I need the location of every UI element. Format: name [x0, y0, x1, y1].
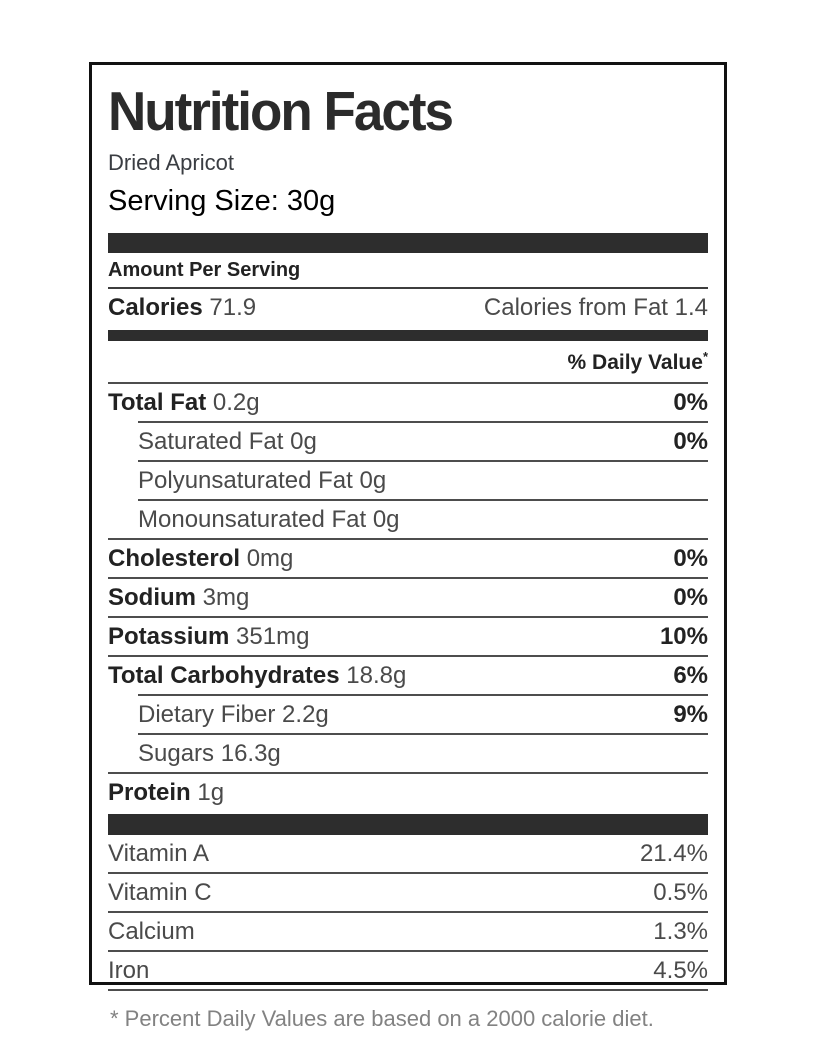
calories-row — [108, 289, 708, 330]
nutrient-name: Dietary Fiber — [138, 701, 276, 729]
nutrient-amount: 2.2g — [282, 701, 329, 729]
nutrient-row-total-fat — [108, 382, 708, 421]
vitamin-row-calcium — [108, 913, 708, 952]
nutrient-row-protein — [108, 772, 708, 811]
nutrient-dv: 9% — [673, 701, 708, 729]
separator-bar-medium — [108, 330, 708, 341]
calories-label: Calories — [108, 294, 203, 322]
daily-value-heading — [108, 341, 708, 382]
calories-left — [108, 294, 256, 322]
nutrient-row-sodium — [108, 577, 708, 616]
nutrient-dv: 0% — [673, 389, 708, 417]
serving-size: Serving Size: 30g — [108, 185, 336, 218]
nutrient-row-saturated-fat — [138, 421, 708, 460]
nutrient-amount: 0g — [372, 506, 400, 534]
daily-value-footnote: * Percent Daily Values are based on a 2000 calorie diet. — [110, 1006, 654, 1032]
nutrient-name: Protein — [108, 779, 191, 807]
daily-value-asterisk: * — [702, 349, 708, 365]
nutrient-row-potassium — [108, 616, 708, 655]
nutrient-row-sugars — [138, 733, 708, 772]
calories-value: 71.9 — [209, 294, 257, 322]
nutrient-name: Polyunsaturated Fat — [138, 467, 353, 495]
nutrient-amount: 18.8g — [346, 662, 407, 690]
vitamin-row-vitamin-a — [108, 835, 708, 874]
nutrient-amount: 3mg — [202, 584, 250, 612]
vitamin-row-iron — [108, 952, 708, 991]
separator-bar-vitamins — [108, 814, 708, 835]
vitamin-dv: 0.5% — [653, 879, 708, 907]
vitamin-name: Vitamin A — [108, 840, 209, 868]
vitamin-dv: 21.4% — [639, 840, 708, 868]
nutrient-row-cholesterol — [108, 538, 708, 577]
vitamin-name: Vitamin C — [108, 879, 212, 907]
nutrient-dv: 0% — [673, 545, 708, 573]
label-title: Nutrition Facts — [108, 81, 452, 143]
vitamin-name: Iron — [108, 957, 150, 985]
nutrient-name: Total Fat — [108, 389, 207, 417]
product-name: Dried Apricot — [108, 150, 234, 176]
nutrient-amount: 0mg — [246, 545, 294, 573]
nutrient-name: Potassium — [108, 623, 230, 651]
nutrient-row-total-carbohydrates — [108, 655, 708, 694]
vitamin-name: Calcium — [108, 918, 195, 946]
nutrient-name: Sugars — [138, 740, 215, 768]
nutrient-dv: 0% — [673, 428, 708, 456]
nutrient-dv: 10% — [659, 623, 708, 651]
nutrient-amount: 0.2g — [212, 389, 260, 417]
calories-from-fat: Calories from Fat 1.4 — [483, 294, 708, 322]
nutrient-amount: 0g — [359, 467, 387, 495]
nutrient-dv: 6% — [673, 662, 708, 690]
nutrition-facts-label — [89, 62, 727, 1032]
nutrient-amount: 0g — [290, 428, 317, 456]
amount-per-serving-heading: Amount Per Serving — [108, 253, 708, 289]
daily-value-heading-text: % Daily Value — [567, 351, 703, 375]
nutrient-row-monounsaturated-fat — [138, 499, 708, 538]
nutrient-name: Total Carbohydrates — [108, 662, 340, 690]
nutrient-amount: 1g — [197, 779, 225, 807]
nutrient-name: Monounsaturated Fat — [138, 506, 367, 534]
nutrient-row-polyunsaturated-fat — [138, 460, 708, 499]
nutrient-amount: 16.3g — [220, 740, 281, 768]
nutrient-row-dietary-fiber — [138, 694, 708, 733]
nutrient-name: Cholesterol — [108, 545, 241, 573]
vitamin-dv: 4.5% — [653, 957, 708, 985]
separator-bar-top — [108, 233, 708, 253]
vitamin-row-vitamin-c — [108, 874, 708, 913]
nutrient-name: Sodium — [108, 584, 196, 612]
nutrient-name: Saturated Fat — [138, 428, 284, 456]
nutrient-dv: 0% — [673, 584, 708, 612]
vitamin-dv: 1.3% — [653, 918, 708, 946]
nutrient-amount: 351mg — [236, 623, 310, 651]
